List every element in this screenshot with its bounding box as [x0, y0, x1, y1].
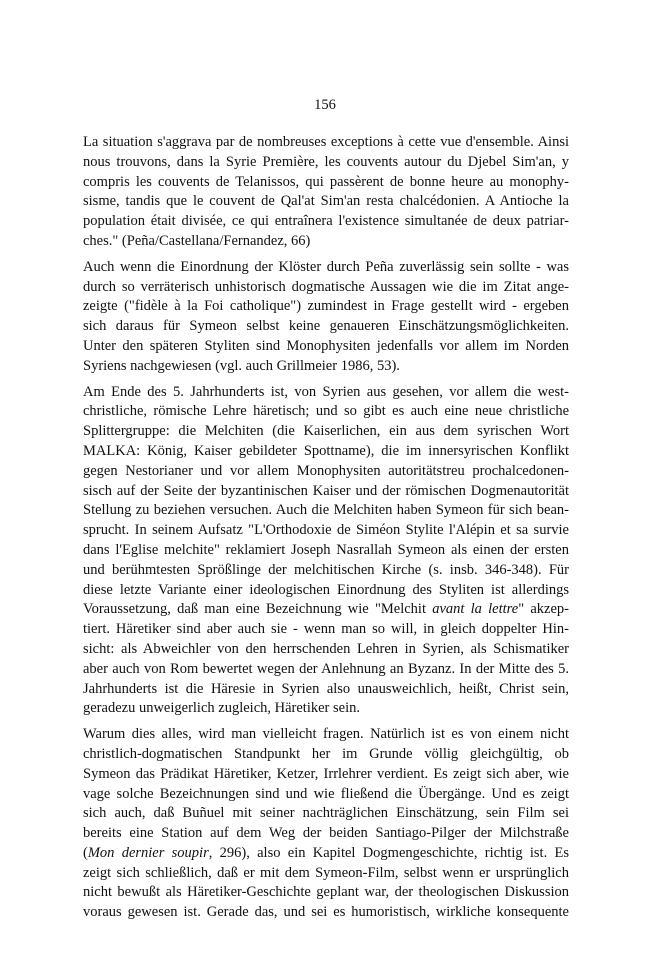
text-line: bereits eine Station auf dem Weg der beiden Santiago-Pilger der Milchstraße: [83, 825, 569, 842]
text-line: compris les couvents de Telanissos, qui passèrent de bonne heure au monophy-: [83, 173, 569, 190]
text-line: ches." (Peña/Castellana/Fernandez, 66): [83, 232, 311, 249]
text-line: Stellung zu beziehen versuchen. Auch die Melchiten haben Symeon für sich bean-: [83, 502, 569, 519]
paragraph-4: [83, 725, 569, 923]
text-line: sicht: als Abweichler von den herrschenden Lehren in Syrien, als Schismatiker: [83, 640, 569, 657]
italic-title: Mon dernier soupir: [87, 844, 209, 861]
text-line: Warum dies alles, wird man vielleicht fragen. Natürlich ist es von einem nicht: [83, 726, 569, 743]
text-line: Syriens nachgewiesen (vgl. auch Grillmeier 1986, 53).: [83, 357, 400, 374]
italic-title: avant la lettre: [432, 601, 519, 618]
text-line: christliche, römische Lehre häretisch; und so gibt es auch eine neue christliche: [83, 403, 569, 420]
body-text: [83, 133, 569, 929]
text-line: durch so verräterisch unhistorisch dogmatische Aussagen wie die im Zitat ange-: [83, 278, 569, 295]
paragraph-3: [83, 383, 569, 720]
text-line: population était divisée, ce qui entraînera l'existence simultanée de deux patriar-: [83, 213, 569, 230]
text-line: La situation s'aggrava par de nombreuses exceptions à cette vue d'ensemble. Ainsi: [83, 134, 569, 150]
text-line: diese letzte Variante einer ideologischen Einordnung des Styliten ist allerdings: [83, 581, 569, 598]
text-line: Unter den späteren Styliten sind Monophysiten jedenfalls vor allem im Norden: [83, 337, 569, 354]
text-line: christlich-dogmatischen Standpunkt her im Grunde völlig gleichgültig, ob: [83, 745, 569, 762]
text-line: nous trouvons, dans la Syrie Première, les couvents autour du Djebel Sim'an, y: [83, 153, 569, 170]
text-line: Symeon das Prädikat Häretiker, Ketzer, Irrlehrer verdient. Es zeigt sich aber, wie: [83, 765, 569, 782]
text-line: gegen Nestorianer und vor allem Monophysiten autoritätstreu prochalcedonen-: [83, 462, 569, 479]
page-number: 156: [314, 97, 336, 113]
text-line: MALKA: König, Kaiser gebildeter Spottname), die im innersyrischen Konflikt: [83, 442, 569, 459]
text-line: zeigt sich schließlich, daß er mit dem Symeon-Film, selbst wenn er ursprünglich: [83, 864, 569, 881]
text-line: sisme, tandis que le couvent de Qal'at Sim'an resta chalcédonien. A Antioche la: [83, 193, 569, 210]
text-line: Jahrhunderts ist die Häresie in Syrien also unausweichlich, heißt, Christ sein,: [83, 680, 569, 697]
text-line: nicht bewußt als Häretiker-Geschichte geplant war, der theologischen Diskussion: [83, 884, 569, 901]
text-line: tiert. Häretiker sind aber auch sie - wenn man so will, in gleich doppelter Hin-: [83, 621, 569, 638]
text-line: sprucht. In seinem Aufsatz "L'Orthodoxie de Siméon Stylite l'Alépin et sa survie: [83, 522, 569, 539]
text-line: dans l'Eglise melchite" reklamiert Joseph Nasrallah Symeon als einen der ersten: [83, 541, 569, 558]
text-line: Splittergruppe: die Melchiten (die Kaiserlichen, ein aus dem syrischen Wort: [83, 423, 569, 440]
text-line: (Mon dernier soupir, 296), also ein Kapitel Dogmengeschichte, richtig ist. Es: [83, 844, 569, 861]
paragraph-1: [83, 133, 569, 252]
paragraph-2: [83, 258, 569, 377]
text-line: sich auch, daß Buñuel mit seiner nachträglichen Einschätzung, sein Film sei: [83, 805, 569, 822]
text-line: sisch auf der Seite der byzantinischen Kaiser und der römischen Dogmenautorität: [83, 482, 569, 499]
text-line: geradezu unweigerlich zugleich, Häretiker sein.: [83, 700, 360, 717]
text-line: aber auch von Rom bewertet wegen der Anlehnung an Byzanz. In der Mitte des 5.: [83, 660, 569, 677]
text-line: Am Ende des 5. Jahrhunderts ist, von Syrien aus gesehen, vor allem die west-: [83, 383, 569, 400]
text-line: voraus gewesen ist. Gerade das, und sei es humoristisch, wirkliche konsequente: [83, 904, 569, 921]
text-line: sich daraus für Symeon selbst keine genaueren Einschätzungsmöglichkeiten.: [83, 318, 569, 335]
text-line: Voraussetzung, daß man eine Bezeichnung wie "Melchit avant la lettre" akzep-: [83, 601, 569, 618]
text-line: und berühmtesten Sprößlinge der melchitischen Kirche (s. insb. 346-348). Für: [83, 561, 569, 578]
text-line: vage solche Bezeichnungen sind und wie fließend die Übergänge. Und es zeigt: [83, 785, 569, 802]
text-line: zeigte ("fidèle à la Foi catholique") zumindest in Frage gestellt wird - ergeben: [83, 298, 569, 315]
text-line: Auch wenn die Einordnung der Klöster durch Peña zuverlässig sein sollte - was: [83, 258, 569, 275]
